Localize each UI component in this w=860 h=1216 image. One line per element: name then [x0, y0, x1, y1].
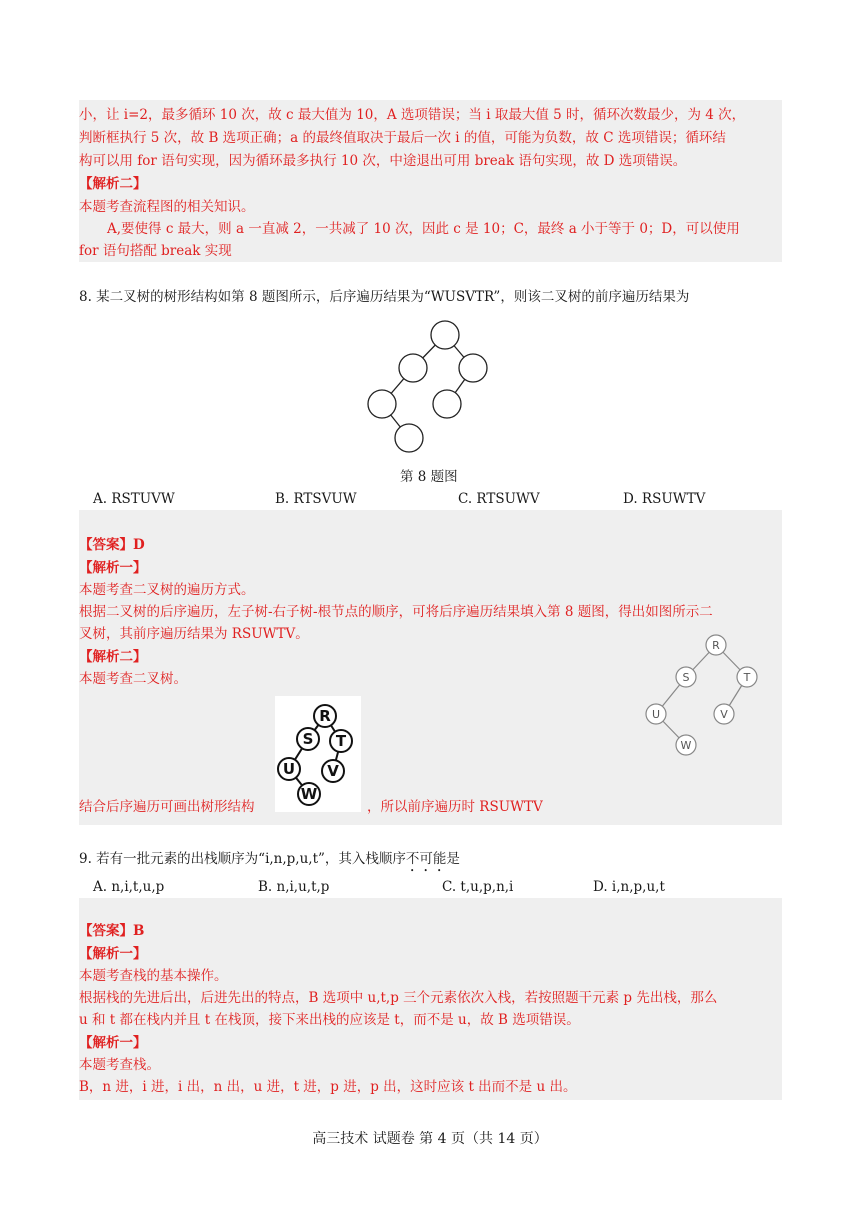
q9-answer-label: 【答案】: [79, 923, 133, 939]
q8-handdrawn-label-s: S: [302, 730, 314, 748]
q8-analysis-line-4: 本题考查二叉树。: [79, 671, 187, 687]
q9-analysis-line-4: 本题考查栈。: [79, 1057, 160, 1073]
q9-analysis-line-3: u 和 t 都在栈内并且 t 在栈顶，接下来出栈的应该是 t，而不是 u，故 B 选项错误。: [79, 1012, 580, 1028]
q8-solution-label-t: T: [743, 671, 751, 684]
q9-option-c: C. t,u,p,n,i: [442, 879, 514, 895]
page-footer: 高三技术 试题卷 第 4 页（共 14 页）: [312, 1131, 548, 1147]
q7-analysis-line-3: 构可以用 for 语句实现，因为循环最多执行 10 次，中途退出可用 break 语句实现，故 D 选项错误。: [79, 153, 687, 169]
q8-tree-figure: [361, 318, 501, 458]
q8-analysis-line-1: 本题考查二叉树的遍历方式。: [79, 582, 255, 598]
q8-handdrawn-label-t: T: [335, 732, 347, 750]
q7-analysis-line-5: A,要使得 c 最大，则 a 一直减 2，一共减了 10 次，因此 c 是 10；C，最终 a 小于等于 0；D，可以使用: [107, 221, 740, 237]
q9-option-d: D. i,n,p,u,t: [593, 879, 665, 895]
q8-analysis-line-3: 叉树，其前序遍历结果为 RSUWTV。: [79, 626, 309, 642]
q8-analysis-heading-1: 【解析一】: [79, 560, 147, 576]
q8-option-b: B. RTSVUW: [275, 491, 357, 507]
q8-analysis-line-5a: 结合后序遍历可画出树形结构: [79, 799, 255, 815]
q8-figure-caption: 第 8 题图: [400, 469, 458, 485]
q8-handdrawn-label-r: R: [319, 707, 331, 725]
q8-handdrawn-label-v: V: [327, 762, 339, 780]
q7-analysis-line-1: 小，让 i=2，最多循环 10 次，故 c 最大值为 10，A 选项错误；当 i 取最大值 5 时，循环次数最少，为 4 次，: [79, 107, 746, 123]
q9-analysis-line-5: B，n 进，i 进，i 出，n 出，u 进，t 进，p 进，p 出，这时应该 t 出而不是 u 出。: [79, 1079, 577, 1095]
q8-handdrawn-tree: [275, 696, 361, 812]
q9-option-b: B. n,i,u,t,p: [258, 879, 330, 895]
q7-analysis-line-6: for 语句搭配 break 实现: [79, 243, 232, 259]
q8-tree-node-left-left: [368, 390, 396, 418]
q9-analysis-line-2: 根据栈的先进后出，后进先出的特点，B 选项中 u,t,p 三个元素依次入栈，若按照题干元素 p 先出栈，那么: [79, 990, 718, 1006]
q9-answer-block: [79, 898, 782, 1100]
q9-stem: [79, 848, 460, 875]
q8-handdrawn-label-u: U: [282, 760, 296, 778]
q9-stem-emphasis: 不可能: [405, 851, 447, 867]
q8-answer-label: 【答案】: [79, 537, 133, 553]
q7-analysis-line-2: 判断框执行 5 次，故 B 选项正确；a 的最终值取决于最后一次 i 的值，可能为负数，故 C 选项错误；循环结: [79, 130, 726, 146]
q8-analysis-heading-2: 【解析二】: [79, 649, 147, 665]
q8-analysis-line-2: 根据二叉树的后序遍历，左子树-右子树-根节点的顺序，可将后序遍历结果填入第 8 题图，得出如图所示二: [79, 604, 713, 620]
q7-analysis-line-4: 本题考查流程图的相关知识。: [79, 199, 255, 215]
q9-analysis-line-1: 本题考查栈的基本操作。: [79, 968, 228, 984]
q8-solution-label-r: R: [712, 639, 720, 652]
q9-answer: [79, 920, 144, 942]
q8-tree-node-root: [431, 321, 459, 349]
q8-solution-label-v: V: [720, 708, 728, 721]
q8-tree-node-left-left-right: [395, 424, 423, 452]
q8-tree-node-right-left: [433, 390, 461, 418]
q8-handdrawn-label-w: W: [300, 785, 318, 803]
q9-stem-c: 是: [446, 851, 460, 867]
q9-analysis-heading-2: 【解析一】: [79, 1035, 147, 1051]
q8-option-d: D. RSUWTV: [623, 491, 706, 507]
q8-tree-node-right: [459, 354, 487, 382]
q7-analysis-block: [79, 100, 782, 262]
q9-stem-a: 9. 若有一批元素的出栈顺序为“i,n,p,u,t”，其入栈顺序: [79, 851, 406, 867]
q8-answer: [79, 534, 145, 556]
q8-analysis-line-5b: ，所以前序遍历时 RSUWTV: [367, 799, 543, 815]
q8-answer-block: [79, 510, 782, 825]
q8-answer-value: D: [133, 537, 145, 553]
q9-analysis-heading-1: 【解析一】: [79, 946, 147, 962]
q8-solution-tree: [636, 632, 766, 762]
q8-solution-label-w: W: [680, 739, 692, 752]
q9-option-a: A. n,i,t,u,p: [93, 879, 165, 895]
q8-option-c: C. RTSUWV: [458, 491, 540, 507]
q8-option-a: A. RSTUVW: [93, 491, 175, 507]
q7-analysis-heading-2: 【解析二】: [79, 176, 147, 192]
q8-solution-label-s: S: [682, 671, 690, 684]
q9-answer-value: B: [133, 923, 145, 939]
q8-solution-label-u: U: [651, 708, 661, 721]
q8-stem: 8. 某二叉树的树形结构如第 8 题图所示，后序遍历结果为“WUSVTR”，则该二叉树的前序遍历结果为: [79, 289, 690, 305]
q8-tree-node-left: [399, 354, 427, 382]
